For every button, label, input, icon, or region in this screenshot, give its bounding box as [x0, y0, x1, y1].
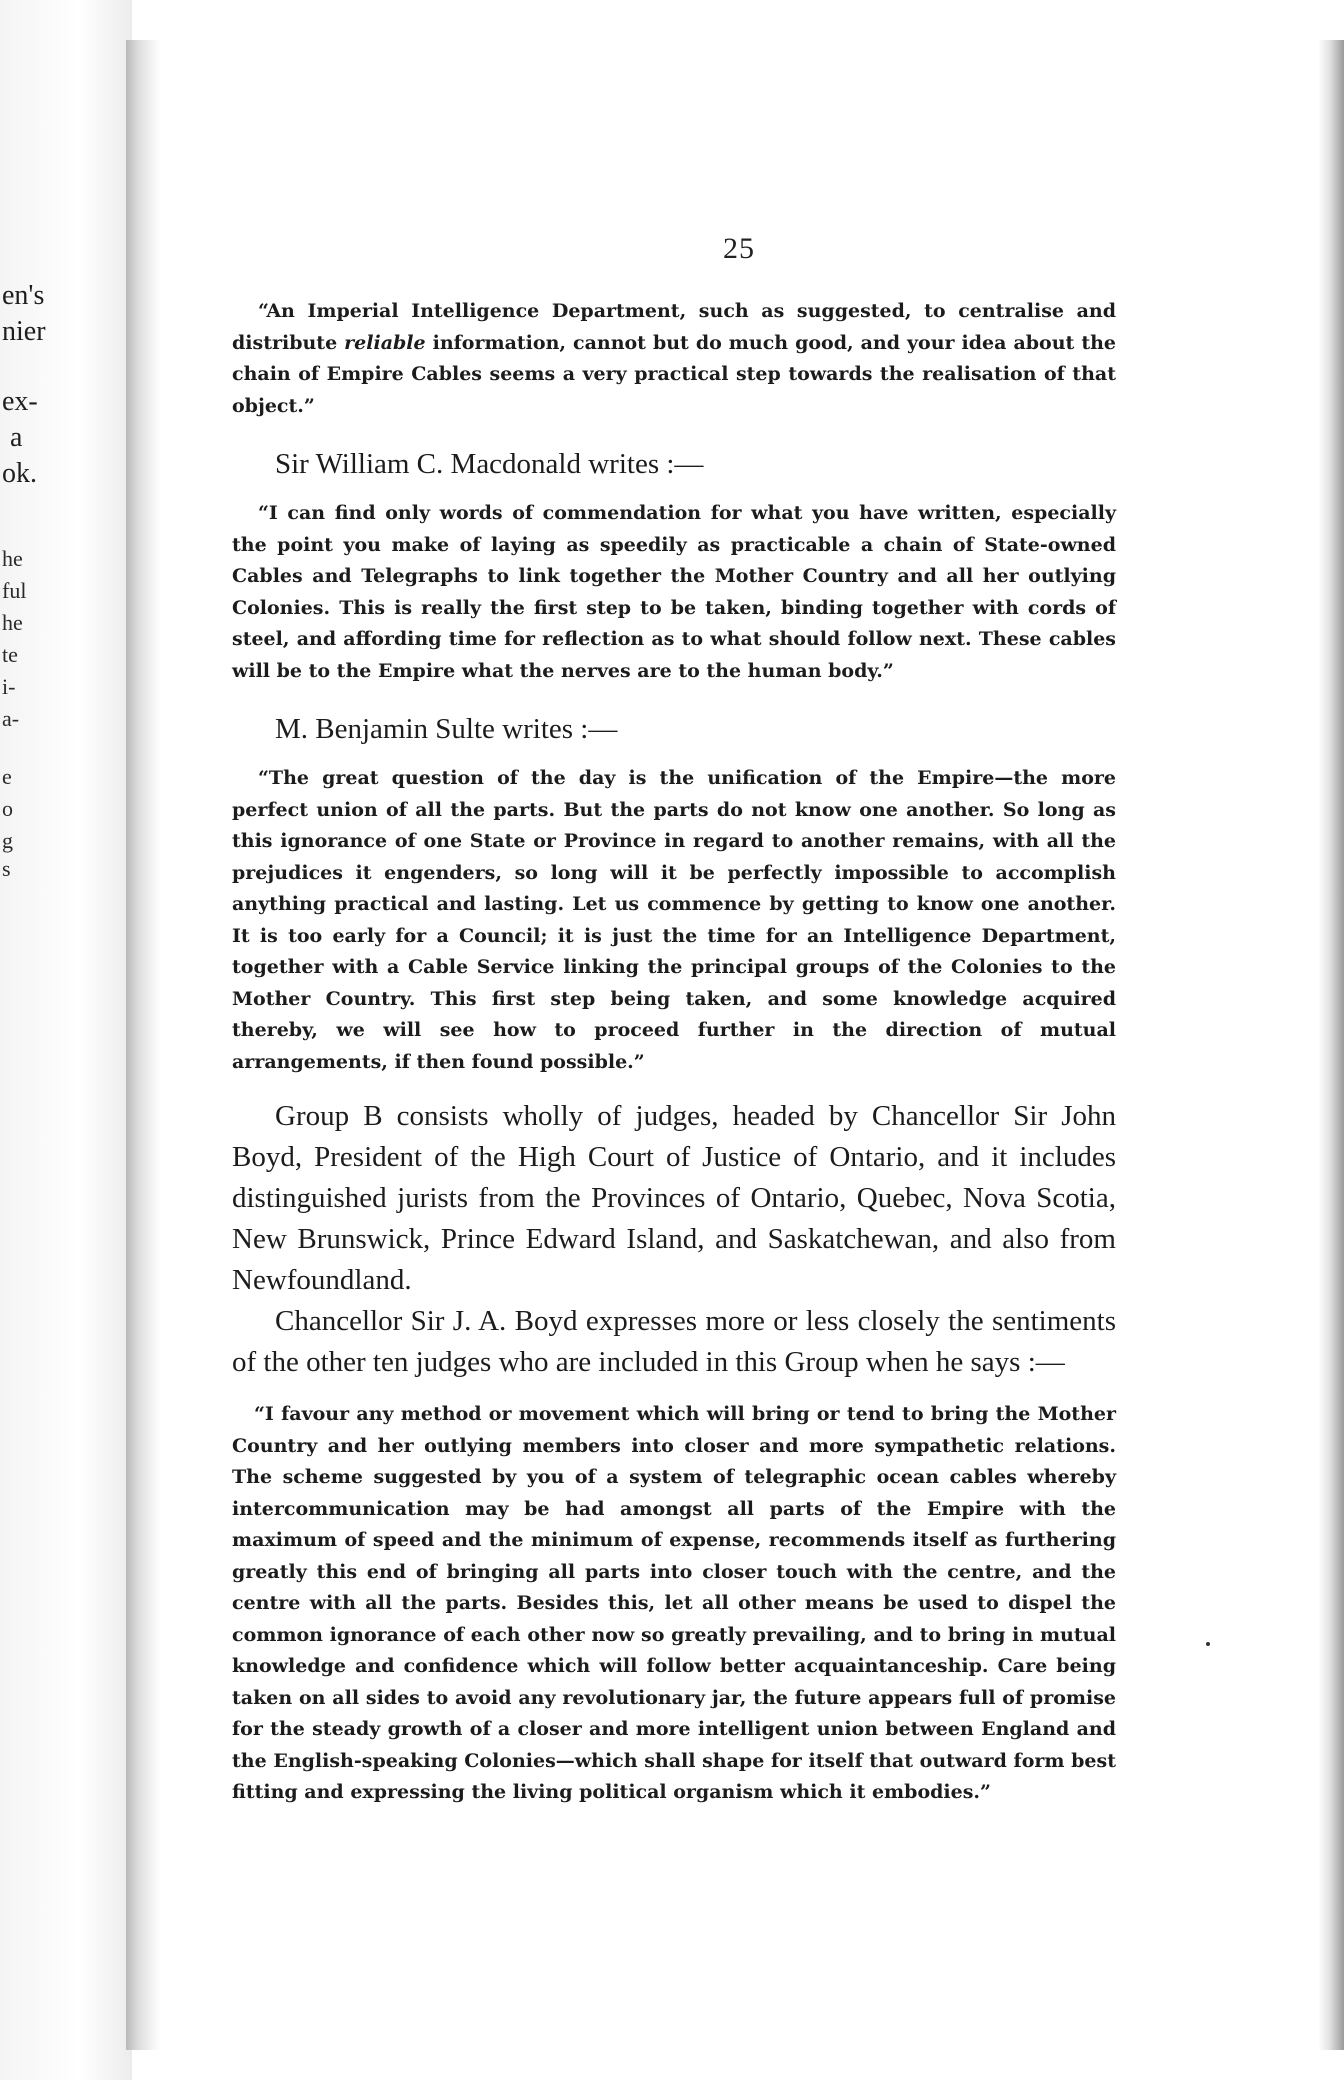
- quote-sulte: “The great question of the day is the unification of the Empire—the more perfect union of all the parts. But the parts do not know one another. So long as this ignorance of one State or Province in regard to another remains, with all the prejudices it engenders, so long will it be perfectly impossible to accomplish anything practical and lasting. Let us commence by getting to know one another. It is too early for a Council; it is just the time for an Intelligence Department, together with a Cable Service linking the principal groups of the Colonies to the Mother Country. This first step being taken, and some knowledge acquired thereby, we will see how to proceed further in the direction of mutual arrangements, if then found possible.”: [232, 767, 1116, 1073]
- quote-imperial-intelligence: [232, 296, 1116, 422]
- facing-page-fragment: ex-: [2, 386, 38, 417]
- facing-page-edge: [0, 0, 132, 2080]
- facing-page-fragment: en's: [2, 280, 45, 311]
- facing-page-fragment: ok.: [2, 458, 37, 489]
- page-number: 25: [723, 232, 755, 265]
- quote-macdonald: “I can find only words of commendation for what you have written, especially the point you make of laying as speedily as practicable a chain of State-owned Cables and Telegraphs to link together the Mother Country and all her outlying Colonies. This is really the first step to be taken, binding together with cords of steel, and affording time for reflection as to what should follow next. These cables will be to the Empire what the nerves are to the human body.”: [232, 502, 1116, 682]
- facing-page-fragment: he: [2, 610, 23, 635]
- facing-page-fragment: a-: [2, 706, 20, 731]
- facing-page-fragment: o: [2, 796, 13, 821]
- quote-text: “An Imperial Intelligence Department, such as suggested, to centralise and distribute: [232, 300, 1116, 354]
- quote-boyd: “I favour any method or movement which will bring or tend to bring the Mother Country and her outlying members into closer and more sympathetic relations. The scheme suggested by you of a system of telegraphic ocean cables whereby intercommunication may be had amongst all parts of the Empire with the maximum of speed and the minimum of expense, recommends itself as furthering greatly this end of bringing all parts into closer touch with the centre, and the centre with all the parts. Besides this, let all other means be used to dispel the common ignorance of each other now so greatly prevailing, and to bring in mutual knowledge and confidence which will follow better acquaintanceship. Care being taken on all sides to avoid any revolutionary jar, the future appears full of promise for the steady growth of a closer and more intelligent union between England and the English-speaking Colonies—which shall shape for itself that outward form best fitting and expressing the living political organism which it embodies.”: [232, 1403, 1116, 1803]
- paragraph-boyd-intro: Chancellor Sir J. A. Boyd expresses more or less closely the sentiments of the other ten judges who are included in this Group when he says :—: [232, 1305, 1116, 1378]
- facing-page-fragment: a: [10, 422, 23, 453]
- facing-page-fragment: g: [2, 828, 13, 853]
- facing-page-fragment: he: [2, 546, 23, 571]
- facing-page-fragment: s: [2, 856, 11, 881]
- attribution-macdonald: Sir William C. Macdonald writes :—: [275, 448, 704, 480]
- book-gutter-shadow: [126, 40, 160, 2050]
- facing-page-fragment: e: [2, 764, 12, 789]
- facing-page-fragment: nier: [2, 316, 46, 347]
- book-page: [160, 40, 1318, 2050]
- page-body: [232, 296, 1116, 1809]
- attribution-sulte: M. Benjamin Sulte writes :—: [275, 713, 618, 745]
- facing-page-fragment: i-: [2, 674, 16, 699]
- emphasis-word: reliable: [344, 331, 426, 354]
- scan-speck: [1206, 1642, 1210, 1646]
- quote-text: information, cannot but do much good, and your idea about the chain of Empire Cables seems a very practical step towards the realisation of that object.”: [232, 331, 1116, 417]
- paragraph-group-b: Group B consists wholly of judges, headed by Chancellor Sir John Boyd, President of the High Court of Justice of Ontario, and it includes distinguished jurists from the Provinces of Ontario, Quebec, Nova Scotia, New Brunswick, Prince Edward Island, and Saskatchewan, and also from Newfoundland.: [232, 1100, 1116, 1296]
- page-edge-shadow: [1318, 40, 1344, 2050]
- facing-page-fragment: ful: [2, 578, 27, 603]
- facing-page-fragment: te: [2, 642, 18, 667]
